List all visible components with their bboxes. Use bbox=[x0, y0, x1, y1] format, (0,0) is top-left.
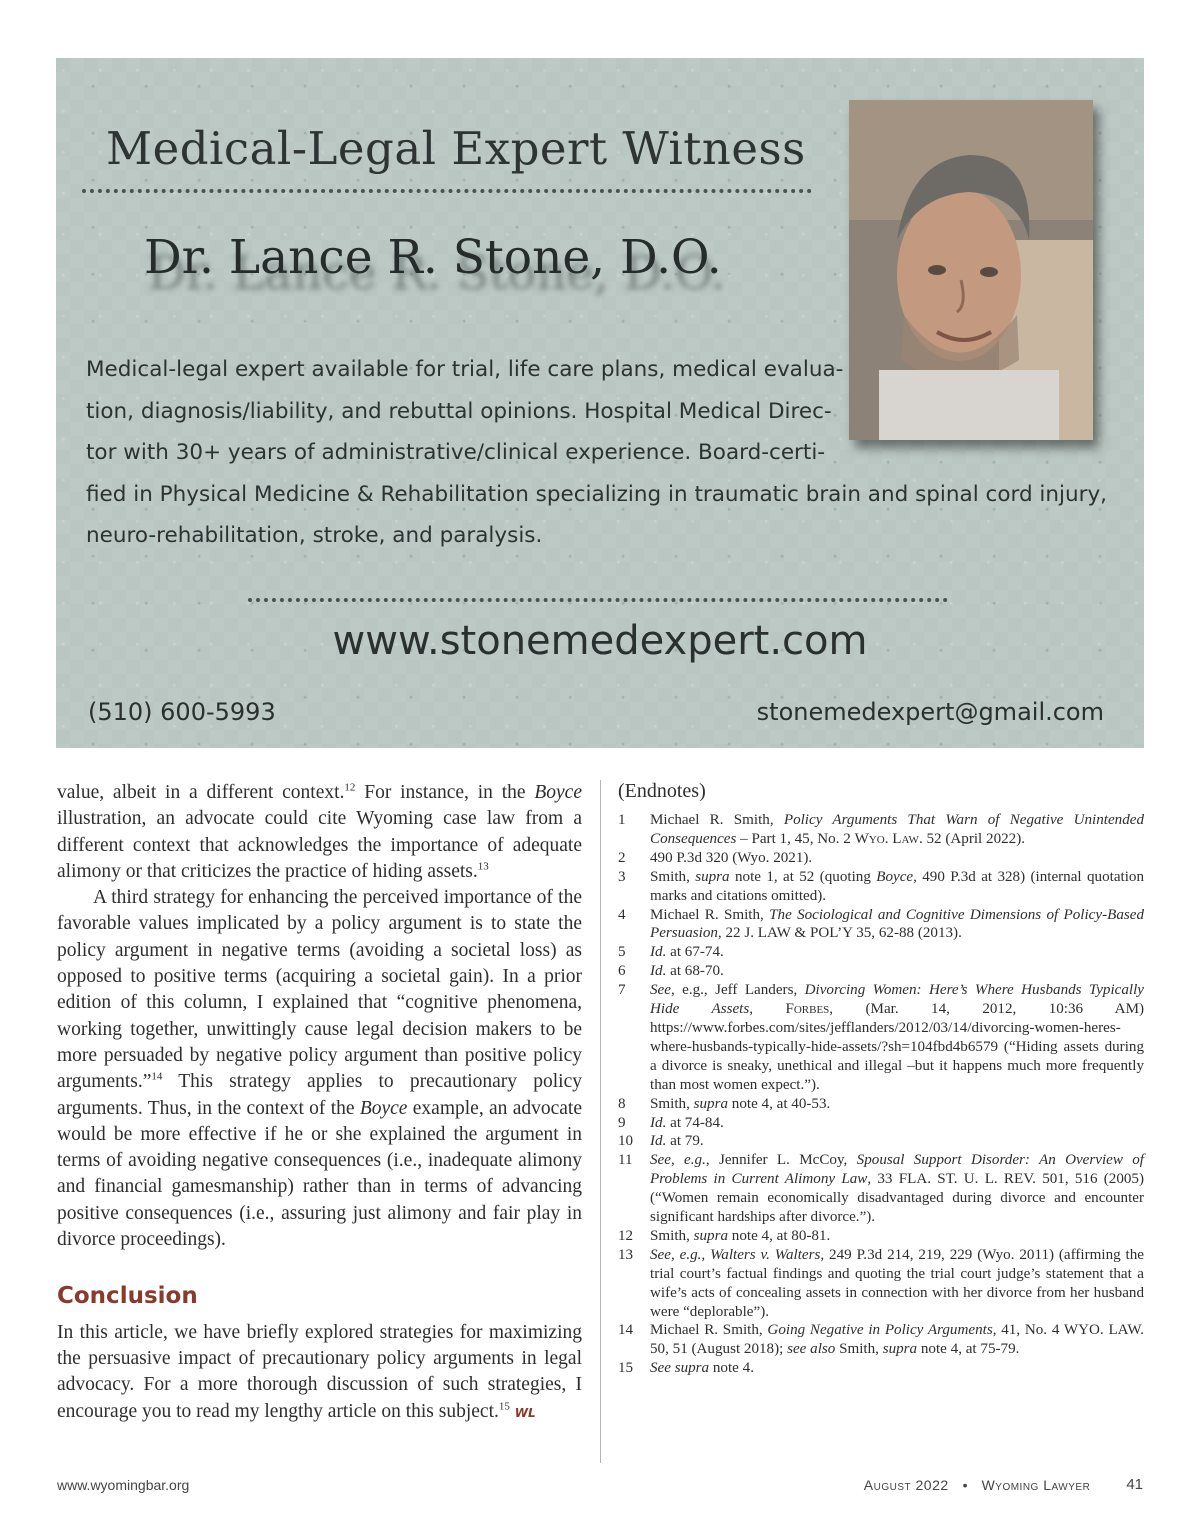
ad-description-line: tor with 30+ years of administrative/clinical experience. Board-certi- bbox=[86, 440, 826, 465]
ad-description bbox=[86, 349, 1116, 557]
endnote-item bbox=[618, 1114, 1144, 1133]
footer-website[interactable]: www.wyomingbar.org bbox=[57, 1477, 190, 1493]
ad-title: Medical-Legal Expert Witness bbox=[106, 122, 806, 175]
endnote-text: 490 P.3d 320 (Wyo. 2021). bbox=[650, 849, 813, 866]
footnote-ref[interactable]: 14 bbox=[151, 1070, 163, 1083]
endnote-item bbox=[618, 849, 1144, 868]
article-paragraph: In this article, we have briefly explored strategies for maximizing the persuasive impact of precautionary policy arguments in legal advocacy. For a more thorough discussion of such strategies, I encourage you to read my lengthy article on this subject.$^{15}$ WL bbox=[57, 1321, 582, 1422]
advertisement bbox=[56, 58, 1144, 748]
endnote-number: 12 bbox=[618, 1227, 634, 1244]
endnote-text: Michael R. Smith, Going Negative in Policy Arguments, 41, No. 4 WYO. LAW. 50, 51 (August 2018); see also Smith, supra note 4, at 75-79. bbox=[650, 1322, 1144, 1358]
endnote-item bbox=[618, 962, 1144, 981]
endnote-item bbox=[618, 1095, 1144, 1114]
endnote-number: 14 bbox=[618, 1322, 634, 1339]
endnote-text: Smith, supra note 1, at 52 (quoting Boyce, 490 P.3d at 328) (internal quotation marks and citations omitted). bbox=[650, 868, 1144, 904]
endnote-number: 13 bbox=[618, 1246, 634, 1263]
endnote-text: Id. at 79. bbox=[650, 1133, 704, 1150]
endnote-item bbox=[618, 1246, 1144, 1322]
endnote-item bbox=[618, 1132, 1144, 1151]
endnote-item bbox=[618, 981, 1144, 1094]
ad-description-line: neuro-rehabilitation, stroke, and paralysis. bbox=[86, 523, 543, 548]
ad-phone: (510) 600-5993 bbox=[88, 698, 276, 726]
ad-website-link[interactable]: www.stonemedexpert.com bbox=[332, 618, 868, 664]
section-heading-conclusion: Conclusion bbox=[57, 1283, 198, 1310]
endnote-number: 10 bbox=[618, 1133, 634, 1150]
ad-description-line: fied in Physical Medicine & Rehabilitation specializing in traumatic brain and spinal cord injury, bbox=[86, 481, 1108, 507]
endnote-item bbox=[618, 1321, 1144, 1359]
page-number: 41 bbox=[1126, 1476, 1143, 1493]
endnote-number: 15 bbox=[618, 1360, 634, 1377]
endnote-item bbox=[618, 906, 1144, 944]
footer-issue-info bbox=[864, 1476, 1143, 1493]
ad-description-line: tion, diagnosis/liability, and rebuttal opinions. Hospital Medical Direc- bbox=[86, 398, 832, 424]
endnote-text: Smith, supra note 4, at 40-53. bbox=[650, 1095, 831, 1112]
endnote-text: See, e.g., Walters v. Walters, 249 P.3d 214, 219, 229 (Wyo. 2011) (affirming the trial court’s factual findings and quoting the trial court judge’s statement that a wife’s acts of concealing assets in connection with her divorce from her husband were “deplorable”). bbox=[650, 1246, 1144, 1320]
endnote-item bbox=[618, 1227, 1144, 1246]
endnote-item bbox=[618, 1359, 1144, 1378]
endnote-text: See, e.g., Jennifer L. McCoy, Spousal Support Disorder: An Overview of Problems in Current Alimony Law, 33 FLA. ST. U. L. REV. 501, 516 (2005) (“Women remain economically disadvantaged during divorce and encounter significant hardships after divorce.”). bbox=[650, 1152, 1145, 1226]
ad-description-line: Medical-legal expert available for trial, life care plans, medical evalua- bbox=[86, 357, 844, 382]
dotted-divider bbox=[82, 189, 812, 193]
endnote-text: Id. at 67-74. bbox=[650, 944, 724, 961]
endnote-number: 11 bbox=[618, 1152, 633, 1169]
endnote-number: 7 bbox=[618, 982, 626, 999]
endnote-text: Michael R. Smith, The Sociological and Cognitive Dimensions of Policy-Based Persuasion, 22 J. LAW & POL’Y 35, 62-88 (2013). bbox=[650, 906, 1144, 942]
ad-email-link[interactable]: stonemedexpert@gmail.com bbox=[756, 698, 1104, 726]
column-divider bbox=[600, 780, 601, 1463]
endnote-text: See, e.g., Jeff Landers, Divorcing Women: Here’s Where Husbands Typically Hide Assets, Forbes, (Mar. 14, 2012, 10:36 AM) https://www.forbes.com/sites/jefflanders/2012/03/14/divorcing-women-heres-where-husbands-typically-hide-assets/?sh=104fbd4b6579 (“Hiding assets during a divorce is sneaky, unethical and illegal –but it happens much more frequently than most women expect.”). bbox=[650, 982, 1145, 1093]
footnote-ref[interactable]: 12 bbox=[344, 781, 356, 794]
endnote-text: Michael R. Smith, Policy Arguments That Warn of Negative Unintended Consequences – Part 1, 45, No. 2 Wyo. Law. 52 (April 2022). bbox=[650, 812, 1144, 847]
article-column bbox=[57, 780, 582, 1426]
endnote-number: 2 bbox=[618, 849, 626, 866]
endnote-item bbox=[618, 868, 1144, 906]
dotted-divider bbox=[248, 598, 948, 602]
footnote-ref[interactable]: 13 bbox=[477, 860, 489, 873]
endnote-text: Smith, supra note 4, at 80-81. bbox=[650, 1227, 831, 1244]
endnote-number: 9 bbox=[618, 1114, 626, 1131]
footer-bullet: • bbox=[962, 1476, 968, 1493]
footer-publication: Wyoming Lawyer bbox=[981, 1476, 1091, 1493]
endnote-number: 6 bbox=[618, 963, 626, 980]
endnote-number: 8 bbox=[618, 1095, 626, 1112]
endnote-number: 3 bbox=[618, 868, 626, 885]
footer-issue-date: August 2022 bbox=[863, 1476, 949, 1493]
endnote-number: 1 bbox=[618, 812, 626, 828]
endnote-number: 5 bbox=[618, 944, 626, 961]
end-mark: WL bbox=[514, 1405, 536, 1420]
endnote-number: 4 bbox=[618, 906, 626, 923]
article-paragraph: A third strategy for enhancing the perceived importance of the favorable values implicated by a policy argument is to state the policy argument in negative terms (avoiding a societal loss) as opposed to positive terms (acquiring a societal gain). In a prior edition of this column, I explained that “cognitive phenomena, working together, unwittingly cause legal decision makers to be more persuaded by negative policy argument than positive policy arguments.”$^{14}$ This strategy applies to precautionary policy arguments. Thus, in the context of the Boyce example, an advocate would be more effective if he or she explained the argument in terms of avoiding negative consequences (i.e., inadequate alimony and financial gamesmanship) rather than in terms of advancing positive consequences (i.e., assuring just alimony and fair play in divorce proceedings). bbox=[57, 887, 582, 1251]
endnote-text: Id. at 74-84. bbox=[650, 1114, 724, 1131]
footnote-ref[interactable]: 15 bbox=[498, 1400, 510, 1413]
endnote-item bbox=[618, 811, 1144, 849]
article-paragraph: value, albeit in a different context.$^{12}$ For instance, in the Boyce illustration, an advocate could cite Wyoming case law from a different context that acknowledges the importance of adequate alimony or that criticizes the practice of hiding assets.$^{13}$ bbox=[57, 781, 582, 882]
endnote-text: See supra note 4. bbox=[650, 1360, 754, 1377]
ad-doctor-name: Dr. Lance R. Stone, D.O. bbox=[144, 230, 722, 285]
endnote-item bbox=[618, 943, 1144, 962]
endnote-text: Id. at 68-70. bbox=[650, 963, 724, 980]
endnotes-heading: (Endnotes) bbox=[618, 780, 706, 802]
endnote-item bbox=[618, 1151, 1144, 1227]
endnote-list bbox=[618, 811, 1144, 1378]
endnotes-column bbox=[618, 780, 1144, 1378]
